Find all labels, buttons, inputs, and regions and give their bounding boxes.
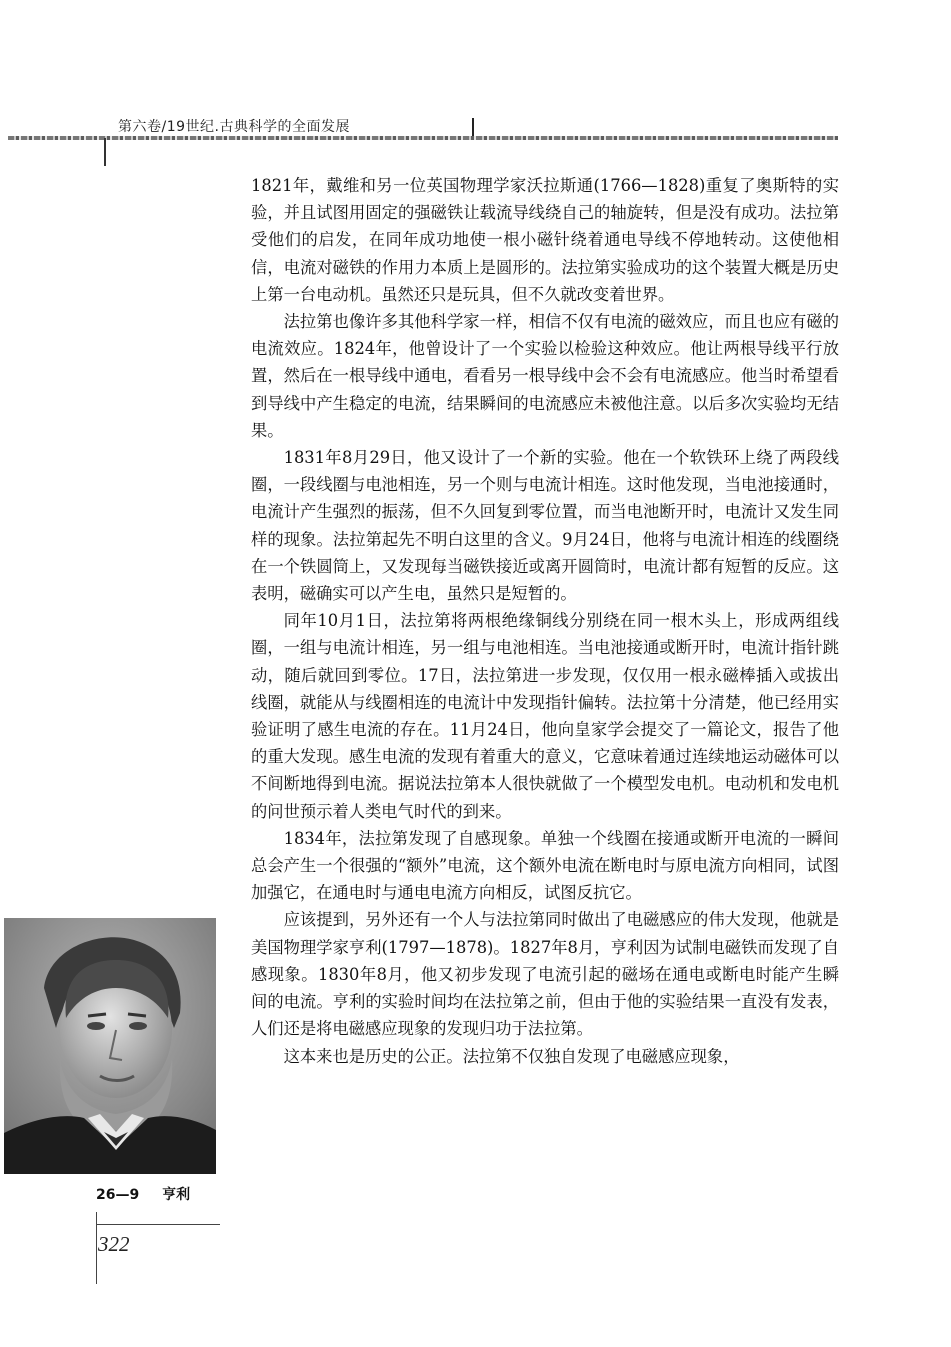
paragraph-1: 1821年，戴维和另一位英国物理学家沃拉斯通(1766—1828)重复了奥斯特的实验，并且试图用固定的强磁铁让载流导线绕自己的轴旋转，但是没有成功。法拉第受他们的启发，在同年成功地使一根小磁针绕着通电导线不停地转动。这使他相信，电流对磁铁的作用力本质上是圆形的。法拉第实验成功的这个装置大概是历史上第一台电动机。虽然还只是玩具，但不久就改变着世界。 bbox=[251, 176, 839, 304]
paragraph-6: 应该提到，另外还有一个人与法拉第同时做出了电磁感应的伟大发现，他就是美国物理学家亨利(1797—1878)。1827年8月，亨利因为试制电磁铁而发现了自感现象。1830年8月，他又初步发现了电流引起的磁场在通电或断电时能产生瞬间的电流。亨利的实验时间均在法拉第之前，但由于他的实验结果一直没有发表，人们还是将电磁感应现象的发现归功于法拉第。 bbox=[251, 910, 839, 1039]
paragraph-3: 1831年8月29日，他又设计了一个新的实验。他在一个软铁环上绕了两段线圈，一段线圈与电池相连，另一个则与电流计相连。这时他发现，当电池接通时，电流计产生强烈的振荡，但不久回复到零位置，而当电池断开时，电流计又发生同样的现象。法拉第起先不明白这里的含义。9月24日，他将与电流计相连的线圈绕在一个铁圆筒上，又发现每当磁铁接近或离开圆筒时，电流计都有短暂的反应。这表明，磁确实可以产生电，虽然只是短暂的。 bbox=[251, 448, 839, 604]
figure-caption: 26—9 亨利 bbox=[96, 1187, 191, 1203]
footer-vertical-rule bbox=[96, 1212, 97, 1284]
page-number: 322 bbox=[98, 1232, 130, 1256]
body-text bbox=[251, 172, 839, 1070]
header-tick-mark bbox=[472, 118, 474, 136]
portrait-image bbox=[4, 918, 216, 1174]
paragraph-2: 法拉第也像许多其他科学家一样，相信不仅有电流的磁效应，而且也应有磁的电流效应。1824年，他曾设计了一个实验以检验这种效应。他让两根导线平行放置，然后在一根导线中通电，看看另一根导线中会不会有电流感应。他当时希望看到导线中产生稳定的电流，结果瞬间的电流感应未被他注意。以后多次实验均无结果。 bbox=[251, 312, 839, 440]
header-left-rule bbox=[104, 138, 106, 166]
paragraph-4: 同年10月1日，法拉第将两根绝缘铜线分别绕在同一根木头上，形成两组线圈，一组与电流计相连，另一组与电池相连。当电池接通或断开时，电流计指针跳动，随后就回到零位。17日，法拉第进一步发现，仅仅用一根永磁棒插入或拔出线圈，就能从与线圈相连的电流计中发现指针偏转。法拉第十分清楚，他已经用实验证明了感生电流的存在。11月24日，他向皇家学会提交了一篇论文，报告了他的重大发现。感生电流的发现有着重大的意义，它意味着通过连续地运动磁体可以不间断地得到电流。据说法拉第本人很快就做了一个模型发电机。电动机和发电机的问世预示着人类电气时代的到来。 bbox=[251, 611, 839, 821]
running-head: 第六卷/19世纪.古典科学的全面发展 bbox=[118, 119, 350, 135]
footer-rule bbox=[96, 1224, 220, 1225]
paragraph-5: 1834年，法拉第发现了自感现象。单独一个线圈在接通或断开电流的一瞬间总会产生一个很强的“额外”电流，这个额外电流在断电时与原电流方向相同，试图加强它，在通电时与通电电流方向相反，试图反抗它。 bbox=[251, 828, 839, 903]
header-rule bbox=[8, 136, 838, 140]
paragraph-7: 这本来也是历史的公正。法拉第不仅独自发现了电磁感应现象， bbox=[283, 1046, 740, 1066]
